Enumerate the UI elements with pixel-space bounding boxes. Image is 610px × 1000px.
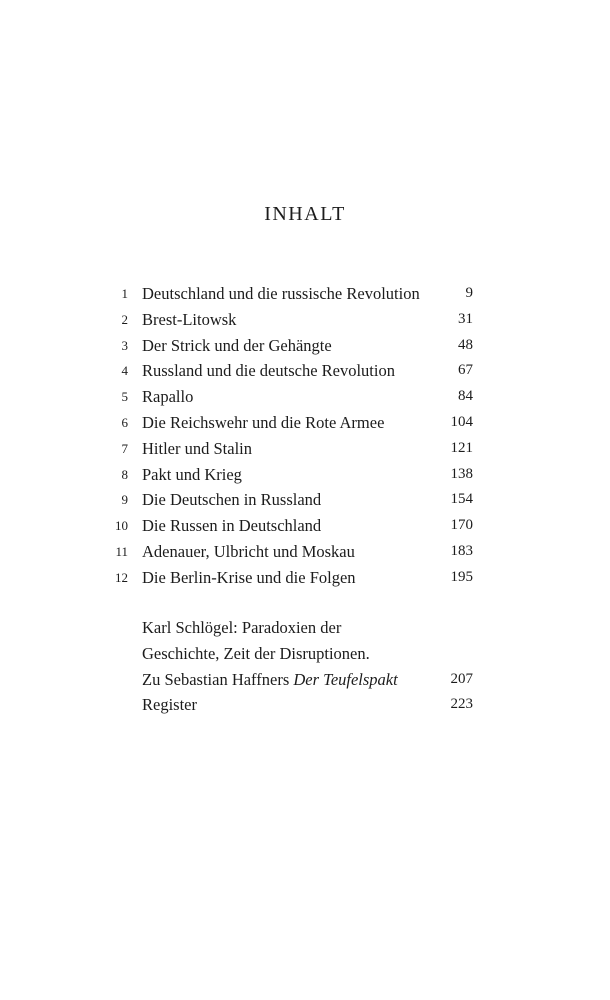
page-title: INHALT xyxy=(264,203,346,225)
afterword-title-line: Karl Schlögel: Paradoxien der xyxy=(142,618,342,637)
chapter-page: 170 xyxy=(450,517,473,534)
afterword-line-2 xyxy=(0,641,610,667)
chapter-number: 2 xyxy=(121,311,128,327)
toc-appendix xyxy=(0,615,610,718)
chapter-title: Die Berlin-Krise und die Folgen xyxy=(142,567,356,587)
chapter-page: 84 xyxy=(458,388,473,405)
toc-row-1 xyxy=(0,281,610,307)
toc-row-7 xyxy=(0,436,610,462)
chapter-title: Die Russen in Deutschland xyxy=(142,516,322,536)
chapter-number: 10 xyxy=(115,518,128,534)
chapter-number: 9 xyxy=(121,492,128,508)
chapter-number: 12 xyxy=(115,569,128,585)
afterword-line-3 xyxy=(0,667,610,693)
chapter-title: Rapallo xyxy=(142,387,194,407)
chapter-title: Adenauer, Ulbricht und Moskau xyxy=(142,541,355,561)
chapter-number: 8 xyxy=(121,466,128,482)
chapter-page: 195 xyxy=(450,568,473,585)
toc-row-2 xyxy=(0,307,610,333)
afterword-line-1 xyxy=(0,615,610,641)
afterword-page: 207 xyxy=(450,670,473,687)
chapter-number: 6 xyxy=(121,414,128,430)
toc-row-12 xyxy=(0,565,610,591)
table-of-contents xyxy=(0,281,610,591)
chapter-number: 4 xyxy=(121,363,128,379)
chapter-page: 138 xyxy=(450,465,473,482)
toc-row-4 xyxy=(0,358,610,384)
toc-row-6 xyxy=(0,410,610,436)
toc-row-9 xyxy=(0,487,610,513)
chapter-page: 9 xyxy=(465,285,473,301)
chapter-page: 31 xyxy=(458,310,473,327)
chapter-number: 7 xyxy=(121,440,128,456)
afterword-title-prefix: Zu Sebastian Haffners xyxy=(142,669,294,689)
register-row xyxy=(0,692,610,718)
toc-row-5 xyxy=(0,384,610,410)
chapter-page: 183 xyxy=(450,542,473,559)
chapter-page: 67 xyxy=(458,362,473,379)
chapter-page: 48 xyxy=(458,336,473,353)
chapter-page: 154 xyxy=(450,491,473,508)
chapter-title: Die Reichswehr und die Rote Armee xyxy=(142,412,385,432)
toc-row-11 xyxy=(0,539,610,565)
afterword-title-line xyxy=(142,667,398,693)
chapter-title: Deutschland und die russische Revolution xyxy=(142,284,420,303)
chapter-title: Hitler und Stalin xyxy=(142,438,252,458)
chapter-page: 121 xyxy=(450,439,473,456)
toc-row-3 xyxy=(0,333,610,359)
chapter-title: Der Strick und der Gehängte xyxy=(142,335,332,355)
chapter-title: Russland und die deutsche Revolution xyxy=(142,361,395,381)
chapter-number: 11 xyxy=(115,543,128,559)
toc-row-8 xyxy=(0,462,610,488)
chapter-title: Die Deutschen in Russland xyxy=(142,490,322,510)
toc-row-10 xyxy=(0,513,610,539)
afterword-book-title: Der Teufelspakt xyxy=(293,669,398,689)
chapter-number: 3 xyxy=(121,337,128,353)
afterword-title-line: Geschichte, Zeit der Disruptionen. xyxy=(142,643,370,663)
chapter-number: 1 xyxy=(121,286,128,301)
chapter-title: Pakt und Krieg xyxy=(142,464,242,484)
chapter-page: 104 xyxy=(450,413,473,430)
register-title: Register xyxy=(142,695,197,715)
chapter-number: 5 xyxy=(121,389,128,405)
chapter-title: Brest-Litowsk xyxy=(142,309,237,329)
register-page: 223 xyxy=(450,696,473,713)
